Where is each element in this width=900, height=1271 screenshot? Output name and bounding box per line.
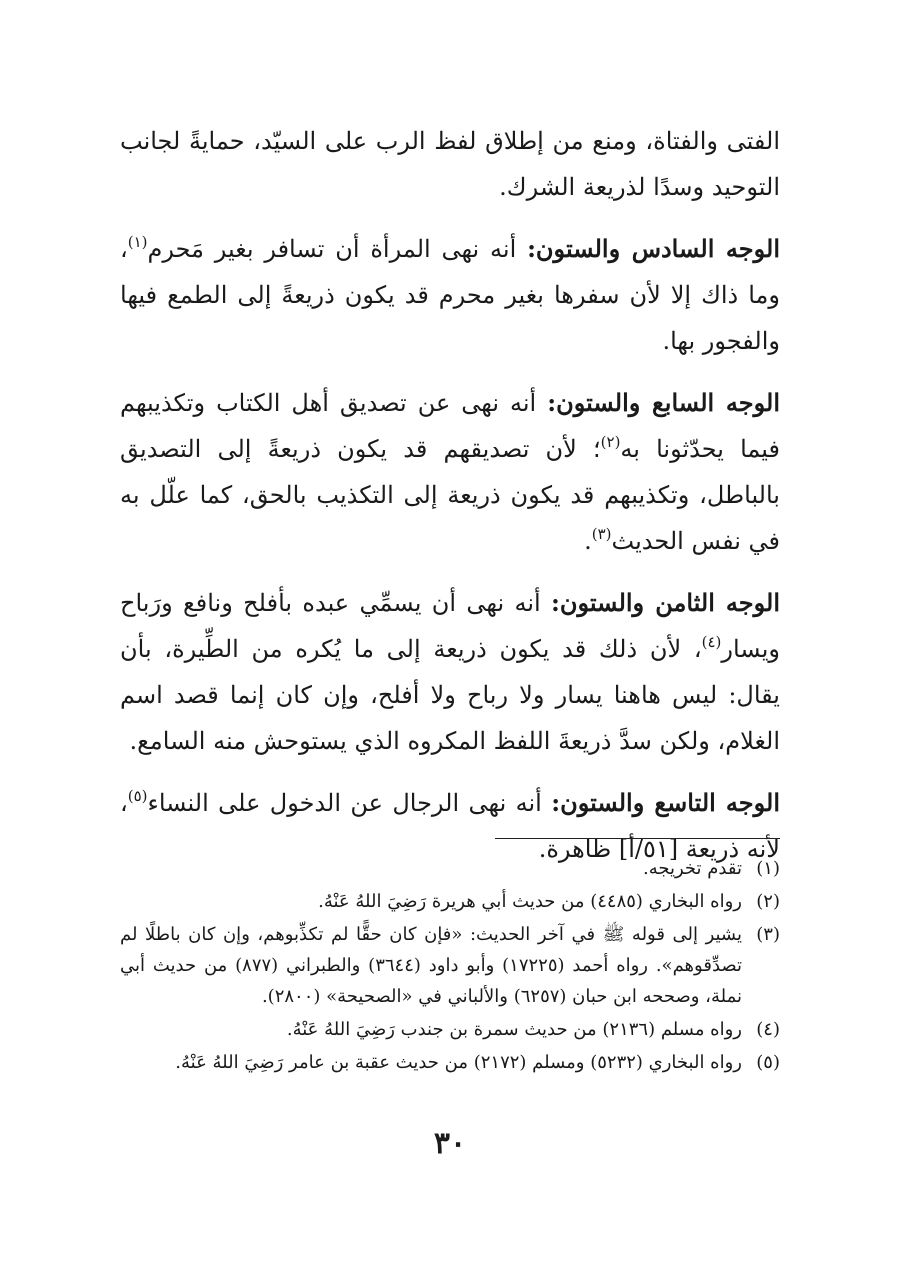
intro-text: الفتى والفتاة، ومنع من إطلاق لفظ الرب على السيّد، حمايةً لجانب التوحيد وسدًا لذريعة الشرك. [120, 127, 780, 201]
page-number: ٣٠ [433, 1126, 467, 1161]
paragraph-text: أنه نهى أن يسمِّي عبده بأفلح ونافع ورَباح ويسار [120, 589, 780, 663]
paragraph-67 [120, 380, 780, 564]
footnote-text: رواه البخاري (٥٢٣٢) ومسلم (٢١٧٢) من حديث عقبة بن عامر رَضِيَ اللهُ عَنْهُ. [175, 1052, 742, 1073]
footnote-ref[interactable]: (٣) [591, 525, 612, 543]
footnotes [120, 853, 780, 1080]
paragraph-heading: الوجه السابع والستون: [547, 388, 780, 417]
footnote-ref[interactable]: (٢) [600, 433, 621, 451]
paragraph-66 [120, 226, 780, 364]
intro-paragraph [120, 118, 780, 210]
paragraph-text: ؛ لأن تصديقهم قد يكون ذريعةً إلى التصديق بالباطل، وتكذيبهم قد يكون ذريعة إلى التكذيب بالحق، كما علّل به في نفس الحديث [120, 435, 780, 555]
footnote-text: رواه مسلم (٢١٣٦) من حديث سمرة بن جندب رَضِيَ اللهُ عَنْهُ. [286, 1019, 742, 1040]
footnote-item [120, 886, 780, 917]
paragraph-heading: الوجه السادس والستون: [527, 234, 780, 263]
footnote-text: تقدم تخريجه. [643, 858, 742, 879]
footnote-text: رواه البخاري (٤٤٨٥) من حديث أبي هريرة رَضِيَ اللهُ عَنْهُ. [318, 891, 742, 912]
footnote-ref[interactable]: (٥) [127, 787, 148, 805]
footnote-ref[interactable]: (١) [127, 233, 148, 251]
footnote-number: (١) [756, 858, 780, 879]
footnote-ref[interactable]: (٤) [701, 633, 722, 651]
footnote-number: (٣) [756, 924, 780, 945]
paragraph-heading: الوجه الثامن والستون: [551, 588, 780, 617]
footnote-item [120, 1014, 780, 1045]
paragraph-text: ، وما ذاك إلا لأن سفرها بغير محرم قد يكون ذريعةً إلى الطمع فيها والفجور بها. [120, 235, 780, 355]
paragraph-text: ، لأنه ذريعة [٥١/أ] ظاهرة. [120, 789, 780, 863]
paragraph-text: أنه نهى الرجال عن الدخول على النساء [147, 789, 542, 817]
paragraph-68 [120, 580, 780, 764]
footnote-item [120, 1047, 780, 1078]
paragraph-text: ، لأن ذلك قد يكون ذريعة إلى ما يُكره من الطِّيرة، بأن يقال: ليس هاهنا يسار ولا رباح ولا أفلح، وإن كان إنما قصد اسم الغلام، ولكن سدَّ ذريعةَ اللفظ المكروه الذي يستوحش منه السامع. [120, 635, 780, 755]
footnote-item [120, 919, 780, 1012]
paragraph-text: أنه نهى عن تصديق أهل الكتاب وتكذيبهم فيما يحدّثونا به [120, 389, 780, 463]
footnote-text: يشير إلى قوله ﷺ في آخر الحديث: «فإن كان حقًّا لم تكذِّبوهم، وإن كان باطلًا لم تصدِّقوهم». رواه أحمد (١٧٢٢٥) وأبو داود (٣٦٤٤) والطبراني (٨٧٧) من حديث أبي نملة، وصححه ابن حبان (٦٢٥٧) والألباني في «الصحيحة» (٢٨٠٠). [120, 924, 743, 1007]
main-text [120, 118, 780, 872]
paragraph-text: أنه نهى المرأة أن تسافر بغير مَحرم [147, 235, 517, 263]
book-page [120, 118, 780, 1271]
paragraph-text: . [584, 527, 592, 555]
footnote-number: (٥) [756, 1052, 780, 1073]
paragraph-heading: الوجه التاسع والستون: [551, 788, 780, 817]
footnote-number: (٤) [756, 1019, 780, 1040]
footnote-number: (٢) [756, 891, 780, 912]
footnote-divider [495, 838, 780, 839]
footnote-item [120, 853, 780, 884]
